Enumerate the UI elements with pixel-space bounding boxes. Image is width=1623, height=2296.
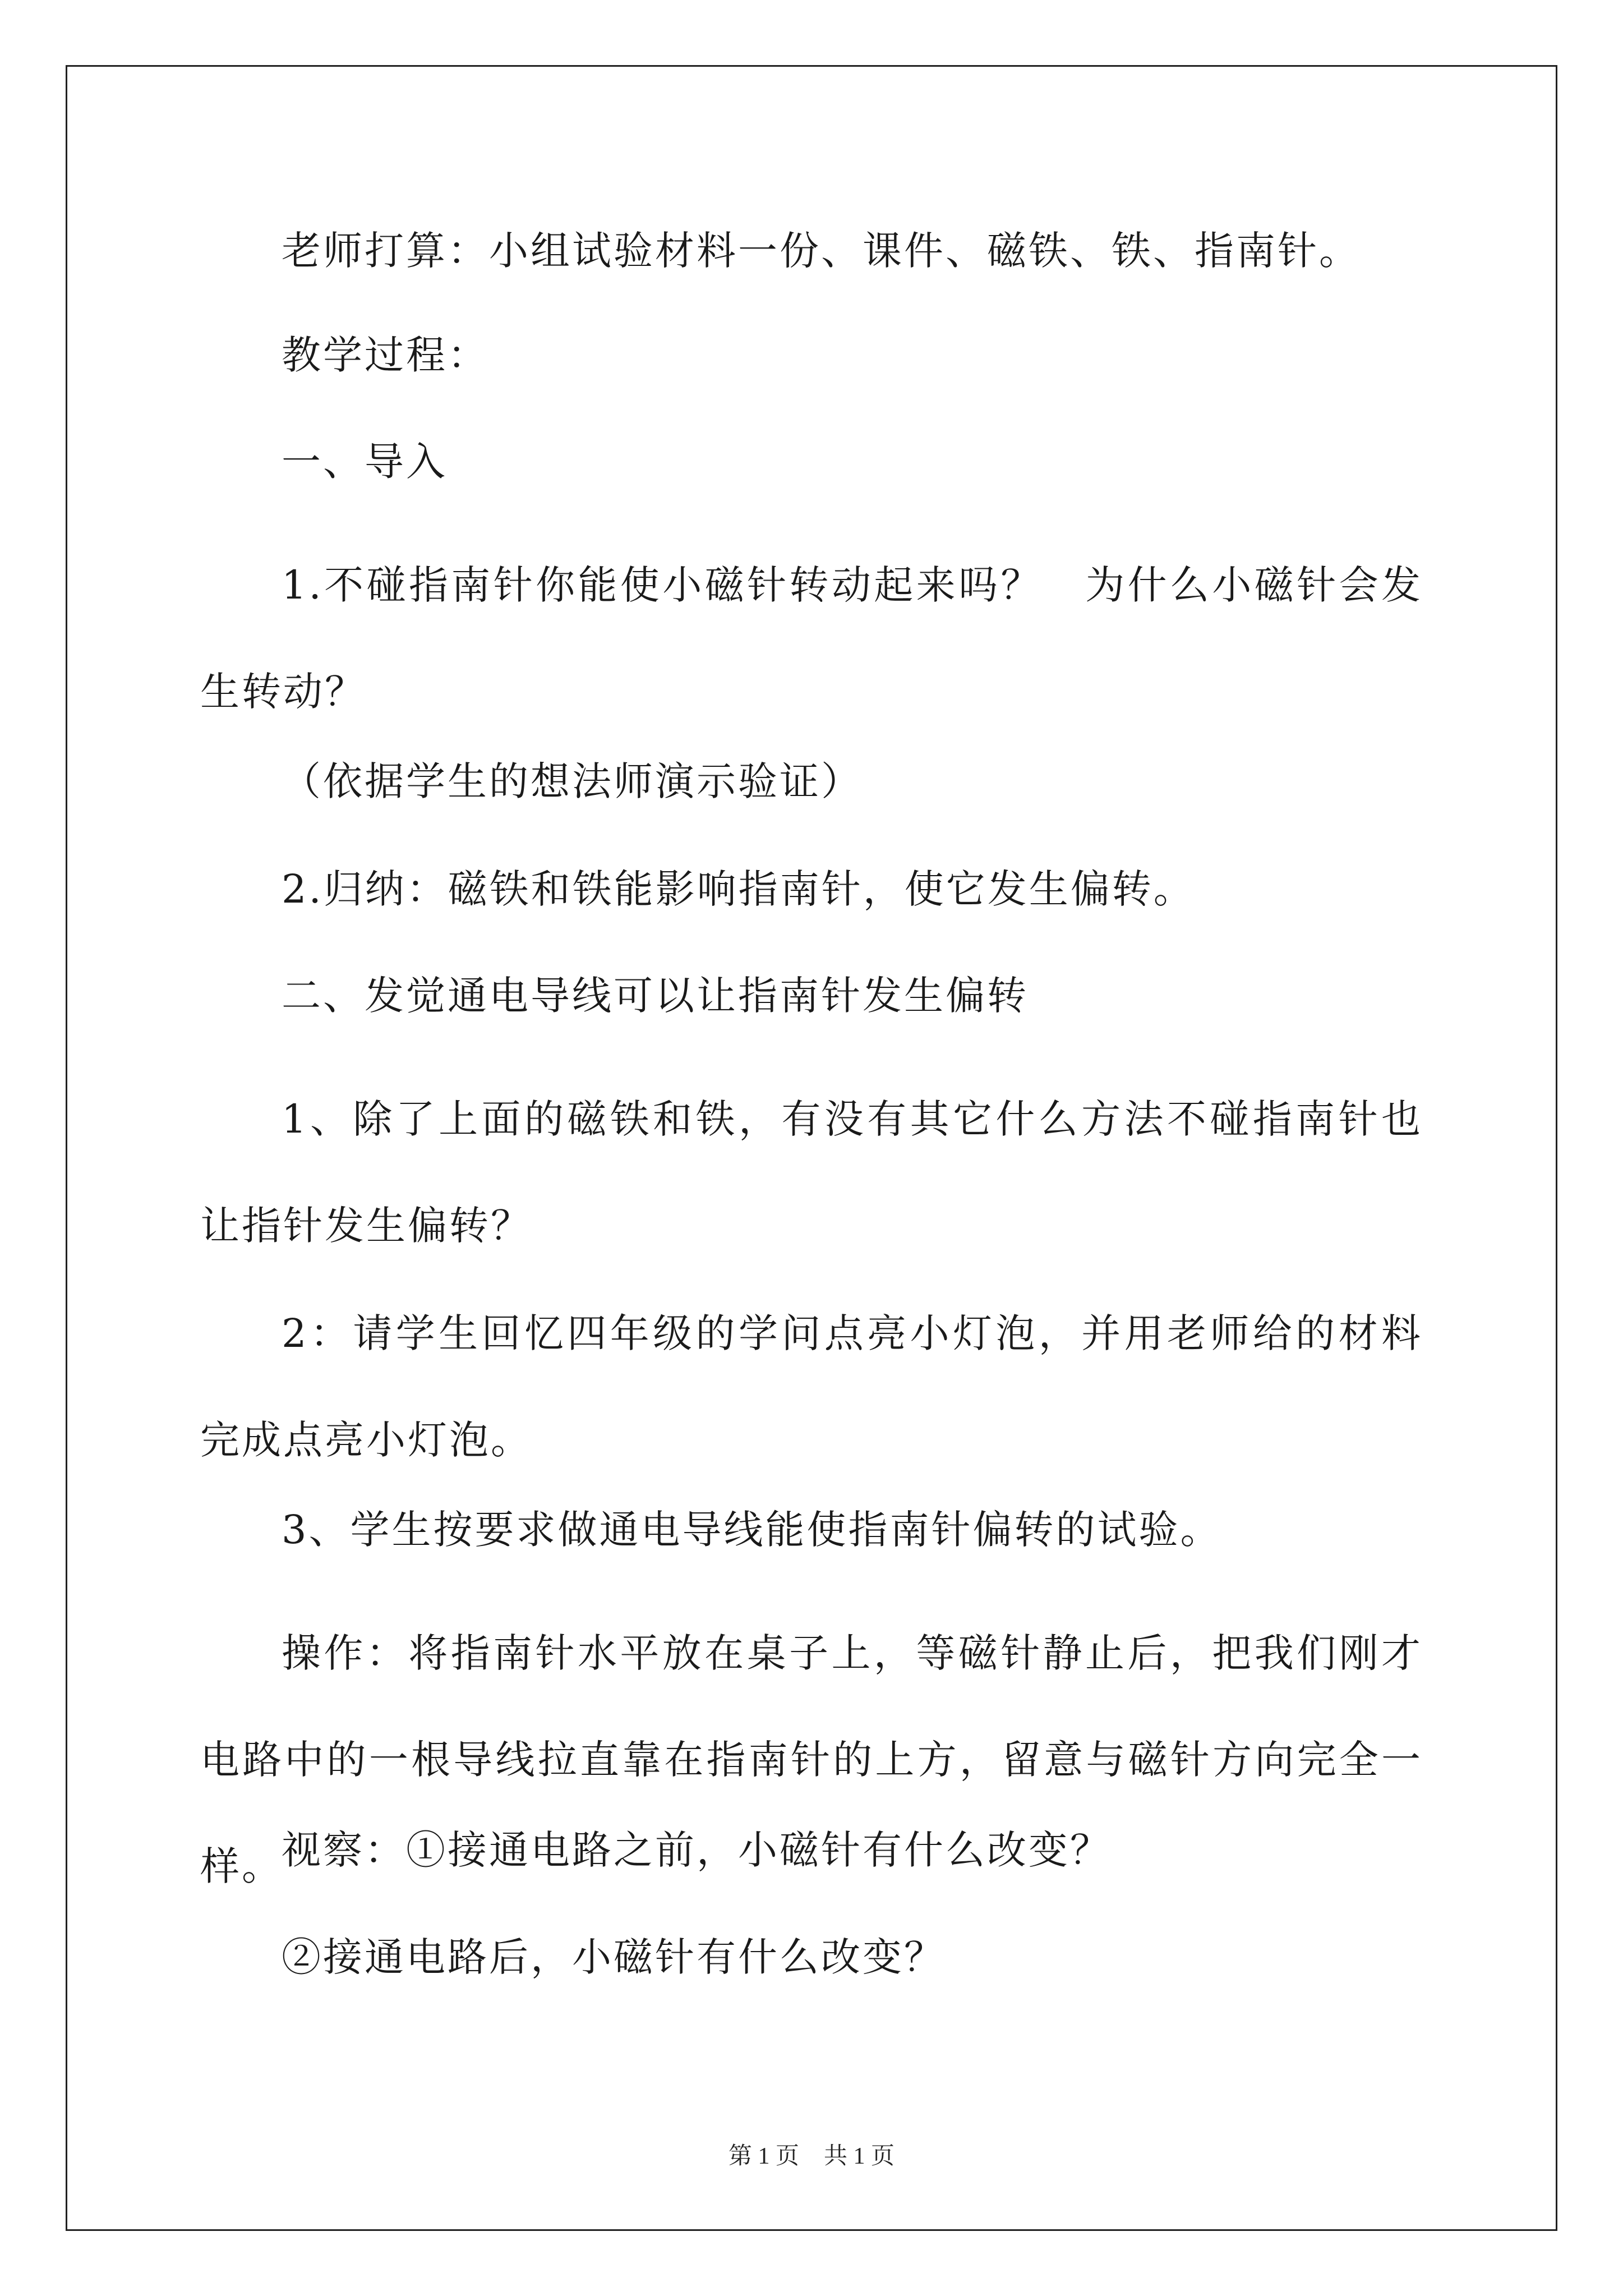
page-footer <box>0 2143 1623 2170</box>
paragraph-summary: 2.归纳：磁铁和铁能影响指南针，使它发生偏转。 <box>282 866 1195 912</box>
paragraph-operation: 操作：将指南针水平放在桌子上，等磁针静止后，把我们刚才电路中的一根导线拉直靠在指南针的上方，留意与磁针方向完全一样。 <box>200 1630 1423 1889</box>
paragraph-observe-1: 视察：①接通电路之前，小磁针有什么改变？ <box>282 1827 1112 1873</box>
paragraph-materials: 老师打算：小组试验材料一份、课件、磁铁、铁、指南针。 <box>282 228 1361 274</box>
paragraph-light-bulb: 2：请学生回忆四年级的学问点亮小灯泡，并用老师给的材料完成点亮小灯泡。 <box>200 1310 1423 1463</box>
page-total: 共 1 页 <box>824 2143 895 2169</box>
paragraph-demo-note: （依据学生的想法师演示验证） <box>282 758 863 804</box>
paragraph-experiment: 3、学生按要求做通电导线能使指南针偏转的试验。 <box>282 1507 1222 1553</box>
page-number: 第 1 页 <box>728 2143 799 2169</box>
paragraph-observe-2: ②接通电路后，小磁针有什么改变？ <box>282 1934 946 1980</box>
paragraph-question-2: 1、除了上面的磁铁和铁，有没有其它什么方法不碰指南针也让指针发生偏转？ <box>200 1096 1423 1249</box>
section-heading-discovery: 二、发觉通电导线可以让指南针发生偏转 <box>282 973 1029 1019</box>
paragraph-question-1: 1.不碰指南针你能使小磁针转动起来吗？ 为什么小磁针会发生转动？ <box>200 562 1423 715</box>
paragraph-process-heading: 教学过程： <box>282 332 489 378</box>
section-heading-intro: 一、导入 <box>282 439 448 485</box>
